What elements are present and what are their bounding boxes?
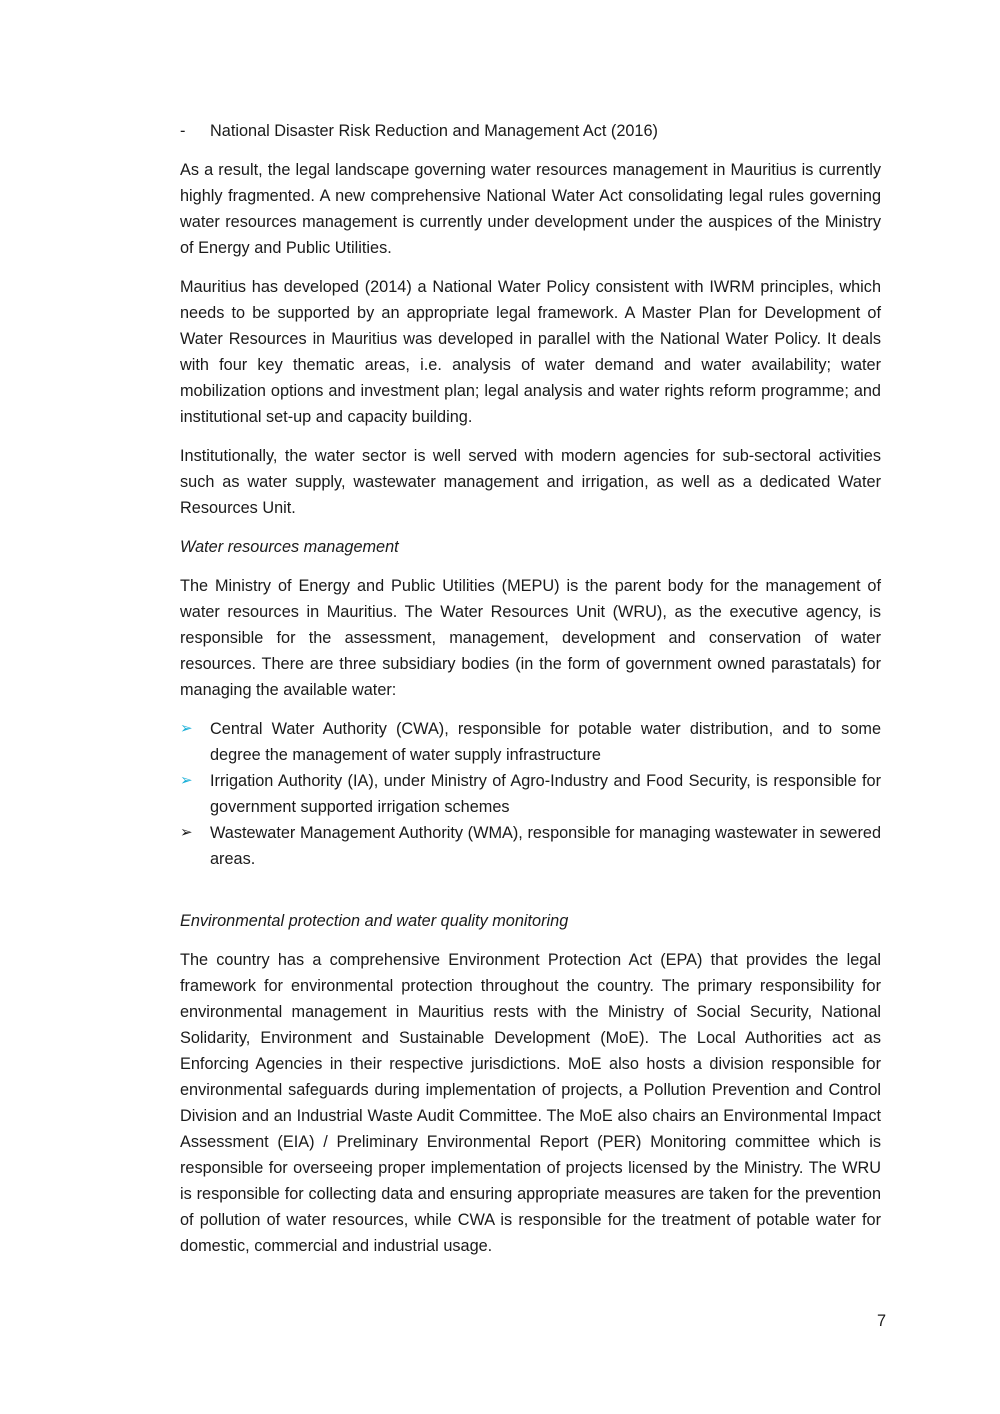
- dash-bullet: -: [180, 122, 186, 140]
- list-item-text: Irrigation Authority (IA), under Ministry of Agro-Industry and Food Security, is responsible for government supported irrigation schemes: [210, 772, 881, 816]
- paragraph-mepu: The Ministry of Energy and Public Utilities (MEPU) is the parent body for the management of water resources in Mauritius. The Water Resources Unit (WRU), as the executive agency, is responsible for the assessment, management, development and conservation of water resources. There are three subsidiary bodies (in the form of government owned parastatals) for managing the available water:: [180, 577, 881, 699]
- arrow-bullet-icon: ➢: [180, 824, 193, 841]
- section-heading-environmental-protection: Environmental protection and water quality monitoring: [180, 912, 569, 930]
- list-item-text: Wastewater Management Authority (WMA), responsible for managing wastewater in sewered areas.: [210, 824, 881, 868]
- arrow-bullet-icon: ➢: [180, 772, 193, 789]
- arrow-bullet-icon: ➢: [180, 720, 193, 737]
- section-spacer: [180, 885, 881, 908]
- list-item: [180, 820, 881, 872]
- paragraph-institutional: Institutionally, the water sector is well served with modern agencies for sub-sectoral activities such as water supply, wastewater management and irrigation, as well as a dedicated Water Resources Unit.: [180, 447, 881, 517]
- document-page: [180, 118, 881, 1272]
- legislation-list-item: [180, 118, 881, 144]
- page-number: 7: [876, 1312, 886, 1330]
- list-item-text: Central Water Authority (CWA), responsible for potable water distribution, and to some degree the management of water supply infrastructure: [210, 720, 881, 764]
- subsidiary-bodies-list: [180, 716, 881, 872]
- section-heading-water-resources-management: Water resources management: [180, 538, 399, 556]
- list-item-text: National Disaster Risk Reduction and Management Act (2016): [210, 122, 658, 140]
- paragraph-water-policy: Mauritius has developed (2014) a National Water Policy consistent with IWRM principles, which needs to be supported by an appropriate legal framework. A Master Plan for Development of Water Resources in Mauritius was developed in parallel with the National Water Policy. It deals with four key thematic areas, i.e. analysis of water demand and water availability; water mobilization options and investment plan; legal analysis and water rights reform programme; and institutional set-up and capacity building.: [180, 278, 881, 426]
- paragraph-epa: The country has a comprehensive Environment Protection Act (EPA) that provides the legal framework for environmental protection throughout the country. The primary responsibility for environmental management in Mauritius rests with the Ministry of Social Security, National Solidarity, Environment and Sustainable Development (MoE). The Local Authorities act as Enforcing Agencies in their respective jurisdictions. MoE also hosts a division responsible for environmental safeguards during implementation of projects, a Pollution Prevention and Control Division and an Industrial Waste Audit Committee. The MoE also chairs an Environmental Impact Assessment (EIA) / Preliminary Environmental Report (PER) Monitoring committee which is responsible for overseeing proper implementation of projects licensed by the Ministry. The WRU is responsible for collecting data and ensuring appropriate measures are taken for the prevention of pollution of water resources, while CWA is responsible for the treatment of potable water for domestic, commercial and industrial usage.: [180, 951, 881, 1255]
- list-item: [180, 716, 881, 768]
- paragraph-legal-landscape: As a result, the legal landscape governing water resources management in Mauritius is currently highly fragmented. A new comprehensive National Water Act consolidating legal rules governing water resources management is currently under development under the auspices of the Ministry of Energy and Public Utilities.: [180, 161, 881, 257]
- list-item: [180, 768, 881, 820]
